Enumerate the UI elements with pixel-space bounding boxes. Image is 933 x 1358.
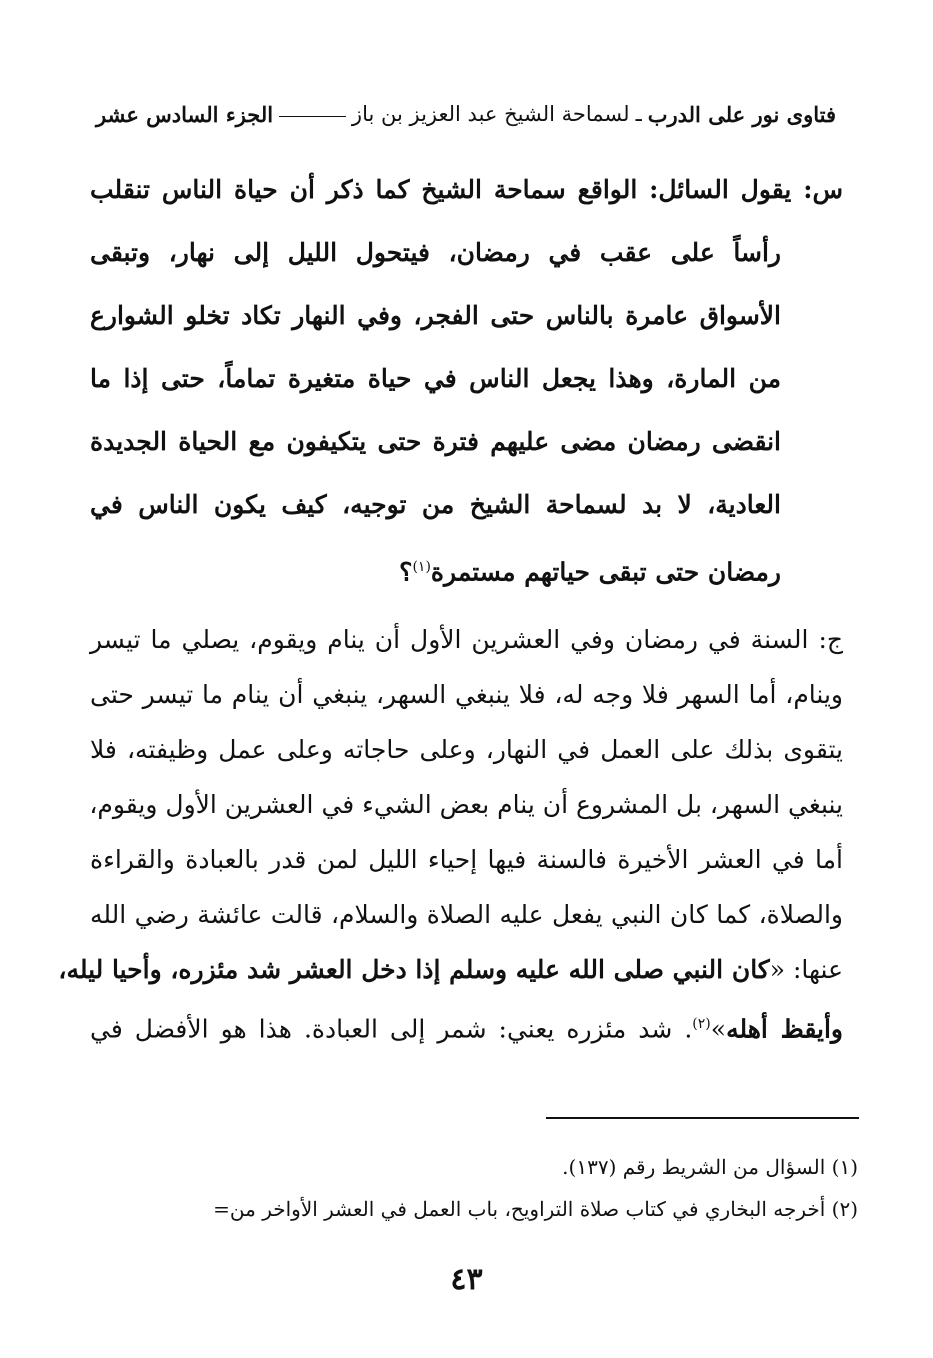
question-line: انقضى رمضان مضى عليهم فترة حتى يتكيفون مع الحياة الجديدة: [90, 427, 781, 456]
footnotes: [96, 1146, 858, 1230]
question-line: رأساً على عقب في رمضان، فيتحول الليل إلى نهار، وتبقى: [90, 238, 781, 267]
question-label: س:: [803, 175, 843, 204]
answer-line: أما في العشر الأخيرة فالسنة فيها إحياء الليل لمن قدر بالعبادة والقراءة: [90, 845, 843, 874]
footnote-ref: (٢): [692, 1016, 711, 1032]
answer-line: وينام، أما السهر فلا وجه له، فلا ينبغي السهر، ينبغي أن ينام ما تيسر حتى: [90, 680, 843, 709]
answer-line: يتقوى بذلك على العمل في النهار، وعلى حاجاته وعلى عمل وظيفته، فلا: [90, 735, 843, 764]
footnote-separator: [546, 1117, 859, 1119]
answer-label: ج:: [818, 625, 844, 654]
question-line: الأسواق عامرة بالناس حتى الفجر، وفي النهار تكاد تخلو الشوارع: [90, 301, 781, 330]
footnote: (١) السؤال من الشريط رقم (١٣٧).: [562, 1155, 858, 1179]
header-separator: ـ: [635, 102, 642, 126]
answer-line: والصلاة، كما كان النبي يفعل عليه الصلاة والسلام، قالت عائشة رضي الله: [90, 900, 843, 929]
author-name: لسماحة الشيخ عبد العزيز بن باز: [351, 102, 630, 126]
answer-line: ج: السنة في رمضان وفي العشرين الأول أن ينام ويقوم، يصلي ما تيسر: [90, 625, 844, 654]
hadith-quote: وأيقظ أهله: [726, 1014, 843, 1044]
question-line: س: يقول السائل: الواقع سماحة الشيخ كما ذكر أن حياة الناس تنقلب: [90, 175, 843, 204]
question-line: العادية، لا بد لسماحة الشيخ من توجيه، كيف يكون الناس في: [90, 490, 781, 519]
question-paragraph: [90, 158, 843, 599]
hadith-quote: كان النبي صلى الله عليه وسلم إذا دخل العشر شد مئزره، وأحيا ليله،: [58, 955, 770, 984]
answer-line: وأيقظ أهله»$^{(٢)}$. شد مئزره يعني: شمر إلى العبادة. هذا هو الأفضل في: [90, 1014, 843, 1044]
footnote: (٢) أخرجه البخاري في كتاب صلاة التراويح، باب العمل في العشر الأواخر من=: [213, 1197, 858, 1221]
running-header: [96, 96, 836, 132]
answer-line: ينبغي السهر، بل المشروع أن ينام بعض الشيء في العشرين الأول ويقوم،: [89, 790, 843, 819]
answer-paragraph: [58, 612, 844, 1052]
footnote-ref: (١): [412, 559, 431, 575]
answer-line: عنها: «كان النبي صلى الله عليه وسلم إذا دخل العشر شد مئزره، وأحيا ليله،: [58, 955, 843, 984]
book-title: فتاوى نور على الدرب: [647, 101, 836, 127]
header-rule: [279, 116, 346, 117]
volume-label: الجزء السادس عشر: [96, 101, 274, 127]
question-line: رمضان حتى تبقى حياتهم مستمرة$^{(١)}$؟: [399, 557, 781, 587]
page-number: ٤٣: [450, 1262, 483, 1297]
question-line: من المارة، وهذا يجعل الناس في حياة متغيرة تماماً، حتى إذا ما: [90, 364, 781, 393]
